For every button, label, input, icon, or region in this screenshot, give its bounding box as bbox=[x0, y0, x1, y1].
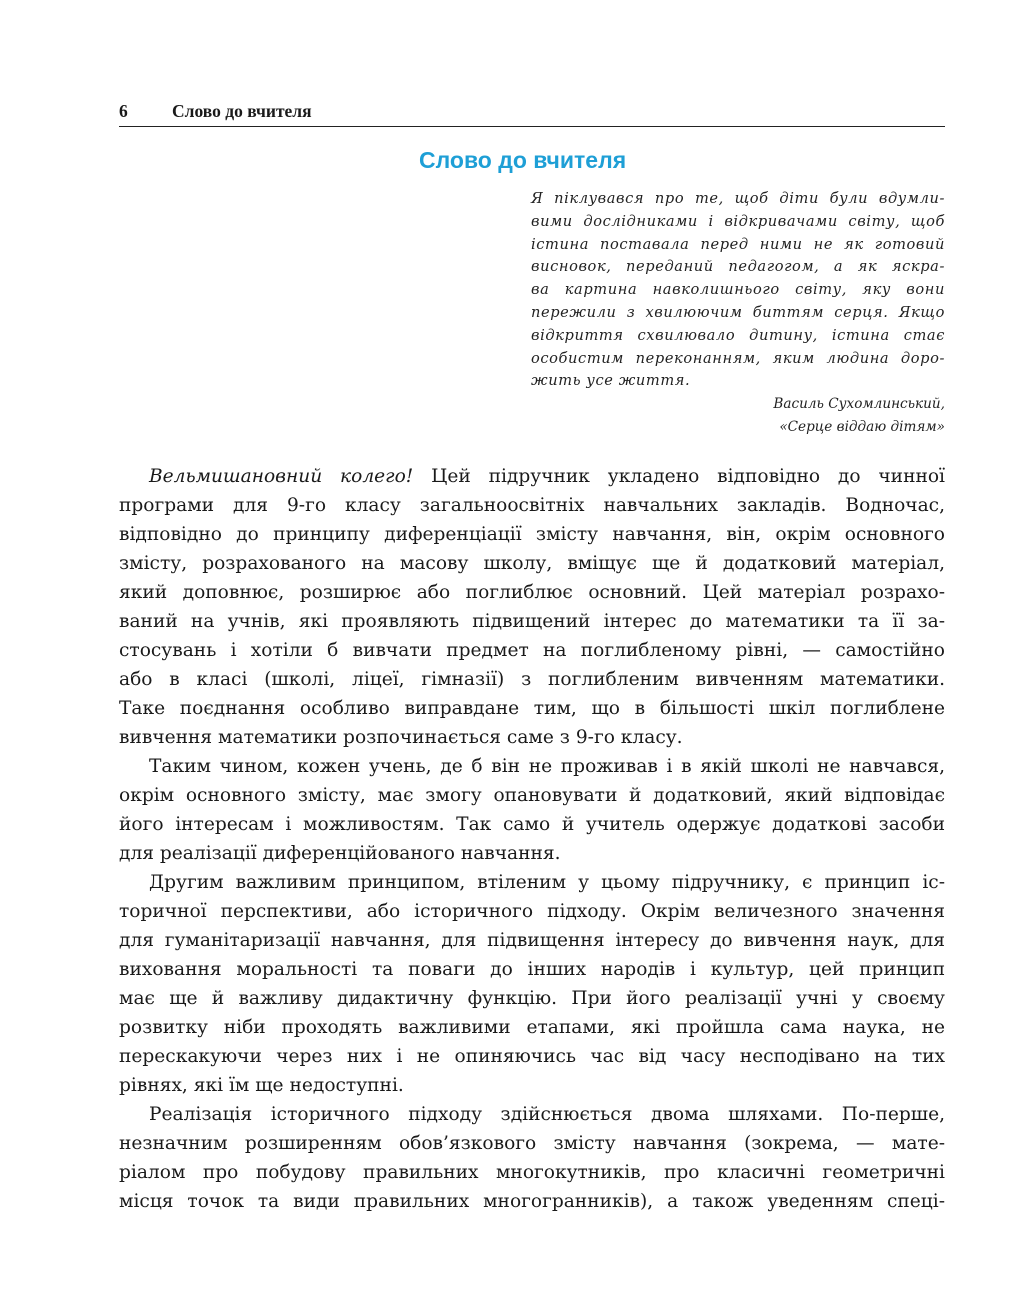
text-line: перескакуючи через них і не опиняючись час від часу несподівано на тих bbox=[119, 1046, 945, 1067]
text-line: розвитку ніби проходять важливими етапами, які пройшла сама наука, не bbox=[119, 1017, 945, 1038]
text-line: Таке поєднання особливо виправдане тим, що в більшості шкіл поглиблене bbox=[119, 698, 945, 719]
text-line: торичної перспективи, або історичного підходу. Окрім величезного значення bbox=[119, 901, 945, 922]
text-line: окрім основного змісту, має змогу опановувати й додатковий, який відповідає bbox=[119, 785, 945, 806]
text-line: Другим важливим принципом, втіленим у цьому підручнику, є принцип іс- bbox=[149, 872, 945, 893]
text-line: або в класі (школі, ліцеї, гімназії) з поглибленим вивченням математики. bbox=[119, 669, 945, 690]
header-divider bbox=[119, 126, 945, 127]
body-text bbox=[119, 462, 945, 1216]
paragraph-1 bbox=[119, 462, 945, 752]
text-line bbox=[119, 462, 945, 491]
text-line: виховання моральності та поваги до інших народів і культур, цей принцип bbox=[119, 959, 945, 980]
text-line: має ще й важливу дидактичну функцію. При його реалізації учні у своєму bbox=[119, 988, 945, 1009]
text-line: рівнях, які їм ще недоступні. bbox=[119, 1075, 404, 1096]
epigraph-line: відкриття схвилювало дитину, істина стає bbox=[531, 326, 945, 344]
text-line: відповідно до принципу диференціації змісту навчання, він, окрім основного bbox=[119, 524, 945, 545]
epigraph-attribution bbox=[531, 393, 945, 438]
page-number: 6 bbox=[119, 101, 128, 121]
text-line: стосувань і хотіли б вивчати предмет на поглибленому рівні, — самостійно bbox=[119, 640, 945, 661]
text-line: незначним розширенням обов’язкового змісту навчання (зокрема, — мате- bbox=[119, 1133, 945, 1154]
text-line: Таким чином, кожен учень, де б він не проживав і в якій школі не навчався, bbox=[149, 756, 945, 777]
section-title: Слово до вчителя bbox=[419, 147, 627, 173]
running-head-title: Слово до вчителя bbox=[172, 101, 312, 121]
epigraph-line: пережили з хвилюючим биттям серця. Якщо bbox=[531, 303, 945, 321]
greeting: Вельмишановний колего! bbox=[149, 466, 414, 487]
paragraph-4 bbox=[119, 1100, 945, 1216]
epigraph-author: Василь Сухомлинський, bbox=[773, 396, 945, 412]
epigraph-line: вими дослідниками і відкривачами світу, щоб bbox=[531, 212, 945, 230]
text-line: ріалом про побудову правильних многокутників, про класичні геометричні bbox=[119, 1162, 945, 1183]
running-head bbox=[119, 101, 945, 125]
text-line: Реалізація історичного підходу здійснюється двома шляхами. По-перше, bbox=[149, 1104, 945, 1125]
epigraph-line: жить усе життя. bbox=[531, 372, 691, 390]
text-line: ваний на учнів, які проявляють підвищений інтерес до математики та її за- bbox=[119, 611, 945, 632]
text-line: вивчення математики розпочинається саме з 9-го класу. bbox=[119, 727, 683, 748]
text-line: місця точок та види правильних многогранників), а також уведенням спеці- bbox=[119, 1191, 945, 1212]
paragraph-2 bbox=[119, 752, 945, 868]
text-line: який доповнює, розширює або поглиблює основний. Цей матеріал розрахо- bbox=[119, 582, 945, 603]
text-line: його інтересам і можливостям. Так само й учитель одержує додаткові засоби bbox=[119, 814, 945, 835]
epigraph-source: «Серце віддаю дітям» bbox=[779, 418, 945, 435]
epigraph-line: ва картина навколишнього світу, яку вони bbox=[531, 281, 945, 299]
epigraph-line: Я піклувався про те, щоб діти були вдумли- bbox=[531, 190, 945, 207]
text-line: для гуманітаризації навчання, для підвищення інтересу до вивчення наук, для bbox=[119, 930, 945, 951]
text-line: змісту, розрахованого на масову школу, вміщує ще й додатковий матеріал, bbox=[119, 553, 945, 574]
text-run: Цей підручник укладено відповідно до чинної bbox=[413, 466, 946, 487]
text-line: програми для 9-го класу загальноосвітніх навчальних закладів. Водночас, bbox=[119, 495, 945, 516]
epigraph-line: висновок, переданий педагогом, а як яскра- bbox=[531, 258, 945, 276]
text-line: для реалізації диференційованого навчання. bbox=[119, 843, 561, 864]
paragraph-3 bbox=[119, 868, 945, 1100]
epigraph-quote bbox=[531, 188, 945, 393]
epigraph-line: особистим переконанням, яким людина доро- bbox=[531, 349, 945, 367]
epigraph-line: істина поставала перед ними не як готовий bbox=[531, 235, 945, 253]
